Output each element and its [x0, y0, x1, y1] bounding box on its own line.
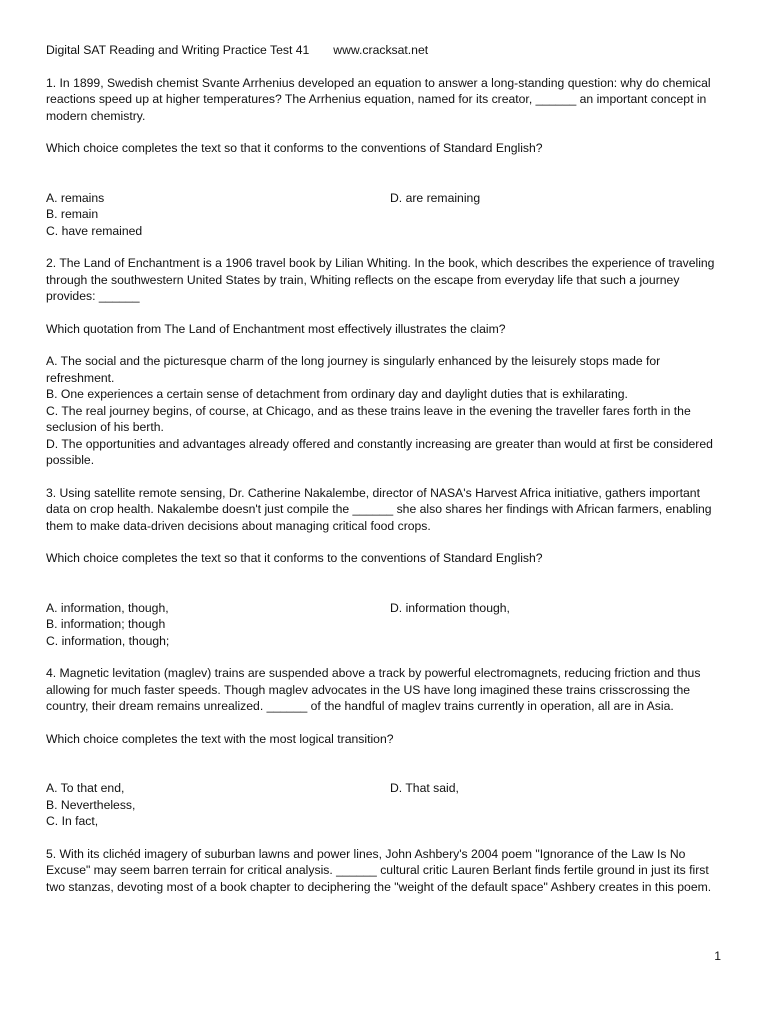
choice-d: D. information though, — [390, 600, 510, 615]
question-3-text: 3. Using satellite remote sensing, Dr. Catherine Nakalembe, director of NASA's Harvest Africa initiative, gathers important data on crop health. Nakalembe doesn't just compile the ______ she also shares her findings with African farmers, enabling them to make data-driven decisions about managing critical food crops. — [46, 485, 712, 533]
question-5 — [46, 846, 726, 896]
choice-b: B. Nevertheless, — [46, 797, 136, 812]
choice-b: B. remain — [46, 207, 99, 221]
question-2 — [46, 255, 726, 469]
question-3 — [46, 485, 726, 650]
choice-d: D. The opportunities and advantages already offered and constantly increasing are greater than would at first be considered possible. — [46, 436, 713, 467]
question-3-choices — [46, 600, 726, 650]
question-5-text: 5. With its clichéd imagery of suburban lawns and power lines, John Ashbery's 2004 poem "Ignorance of the Law Is No Excuse" may seem barren terrain for critical analysis. ______ cultural critic Lauren Berlant finds fertile ground in just its first two stanzas, devoting most of a book chapter to deciphering the "weight of the default space" Ashbery creates in this poem. — [46, 846, 712, 894]
question-2-text: 2. The Land of Enchantment is a 1906 travel book by Lilian Whiting. In the book, which describes the experience of traveling through the southwestern United States by train, Whiting reflects on the escape from everyday life that such a journey provides: ______ — [46, 256, 715, 303]
question-4 — [46, 665, 726, 830]
choice-b: B. One experiences a certain sense of detachment from ordinary day and daylight duties that is exhilarating. — [46, 387, 628, 401]
choice-d: D. That said, — [390, 781, 459, 795]
choice-a: A. remains — [46, 190, 105, 205]
choice-a: A. To that end, — [46, 781, 125, 795]
choice-d: D. are remaining — [390, 190, 481, 205]
choice-b: B. information; though — [46, 617, 166, 631]
question-2-choices — [46, 353, 726, 469]
choice-c: C. information, though; — [46, 633, 170, 648]
choice-c: C. have remained — [46, 223, 143, 238]
page-header — [46, 42, 726, 59]
choice-a: A. information, though, — [46, 600, 169, 615]
question-2-prompt: Which quotation from The Land of Enchantment most effectively illustrates the claim? — [46, 321, 506, 336]
choice-a: A. The social and the picturesque charm of the long journey is singularly enhanced by the leisurely stops made for refreshment. — [46, 354, 661, 385]
question-4-choices — [46, 780, 726, 830]
question-1 — [46, 75, 726, 240]
question-1-text: 1. In 1899, Swedish chemist Svante Arrhenius developed an equation to answer a long-standing question: why do chemical reactions speed up at higher temperatures? The Arrhenius equation, named for its creator, ______ an important concept in modern chemistry. — [46, 75, 711, 123]
question-4-prompt: Which choice completes the text with the most logical transition? — [46, 731, 394, 746]
question-1-choices — [46, 190, 726, 240]
document-page — [46, 42, 726, 895]
question-1-prompt: Which choice completes the text so that it conforms to the conventions of Standard English? — [46, 141, 543, 155]
choice-c: C. The real journey begins, of course, at Chicago, and as these trains leave in the evening the traveller fares forth in the seclusion of his berth. — [46, 403, 691, 434]
site-url: www.cracksat.net — [333, 43, 429, 57]
question-3-prompt: Which choice completes the text so that it conforms to the conventions of Standard English? — [46, 551, 543, 565]
choice-c: C. In fact, — [46, 814, 99, 828]
test-title: Digital SAT Reading and Writing Practice Test 41 — [46, 43, 310, 57]
page-number: 1 — [714, 949, 721, 963]
question-4-text: 4. Magnetic levitation (maglev) trains are suspended above a track by powerful electromagnets, reducing friction and thus allowing for much faster speeds. Though maglev advocates in the US have long imagined these trains crisscrossing the country, their dream remains unrealized. ______ of the handful of maglev trains currently in operation, all are in Asia. — [46, 666, 701, 713]
